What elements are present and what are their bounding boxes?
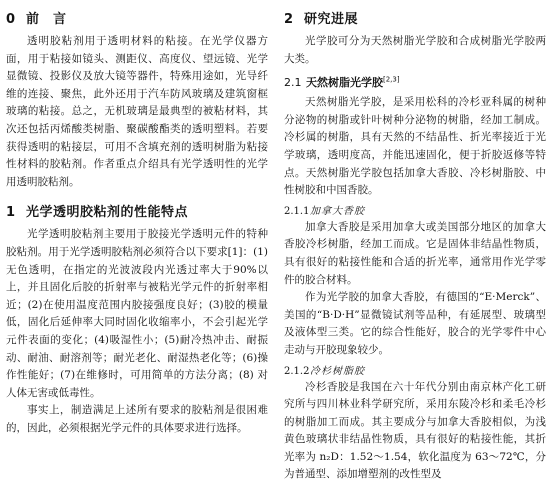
section-number: 2 — [284, 12, 304, 27]
canada-balsam-types-paragraph: 作为光学胶的加拿大香胶，有德国的“E·Merck”、美国的“B·D·H”显微镜试剂等品种，有延展型、玻璃型及液体型三类。它的综合性能好，胶合的光学零件中心走动与开胶现象较少。 — [284, 289, 546, 359]
subsection-heading-2-1-1 — [284, 202, 546, 217]
selection-paragraph: 事实上，制造满足上述所有要求的胶粘剂是很困难的，因此，必须根据光学元件的具体要求进行选择。 — [6, 402, 268, 437]
intro-paragraph: 透明胶粘剂用于透明材料的粘接。在光学仪器方面，用于粘接如镜头、测距仪、高度仪、望远镜、光学显微镜、投影仪及放大镜等器件，特殊用途如，光导纤维的连接、聚焦，此外还用于汽车防风玻璃及建筑窗框玻璃的粘接。总之，无机玻璃是最典型的被粘材料，其次还包括丙烯酸类树脂、聚碳酸酯类的透明塑料。若要获得透明的粘接层，可用不含填充剂的透明树脂为粘接性材料的胶粘剂。作者重点介绍具有光学透明性的光学用透明胶粘剂。 — [6, 33, 268, 191]
subsection-heading-2-1 — [284, 74, 546, 90]
subsection-number: 2.1.2 — [284, 366, 310, 377]
section-number: 1 — [6, 205, 26, 220]
section-heading-1 — [6, 201, 268, 220]
reference-marker: [2,3] — [383, 76, 400, 84]
left-column — [6, 6, 268, 437]
section-title: 光学透明胶粘剂的性能特点 — [26, 205, 188, 220]
subsection-title: 加拿大香胶 — [310, 206, 365, 217]
subsection-title: 冷杉树脂胶 — [310, 366, 365, 377]
subsection-number: 2.1.1 — [284, 206, 310, 217]
requirements-paragraph: 光学透明胶粘剂主要用于胶接光学透明元件的特种胶粘剂。用于光学透明胶粘剂必须符合以下要求[1]：(1)无色透明，在指定的光波波段内光透过率大于90%以上，并且固化后胶的折射率与被粘光学元件的折射率相近；(2)在使用温度范围内胶接强度良好；(3)胶的模量低，固化后延伸率大同时固化收缩率小，不会引起光学元件表面的变化；(4)吸湿性小；(5)耐冷热冲击、耐振动、耐油、耐溶剂等；耐光老化、耐湿热老化等；(6)操作性能好；(7)在维修时，可用简单的方法分离；(8) 对人体无害或低毒性。 — [6, 226, 268, 402]
subsection-heading-2-1-2 — [284, 362, 546, 377]
right-column — [284, 6, 546, 484]
section-title: 研究进展 — [304, 12, 358, 27]
subsection-title: 天然树脂光学胶 — [306, 76, 383, 89]
classification-paragraph: 光学胶可分为天然树脂光学胶和合成树脂光学胶两大类。 — [284, 33, 546, 68]
natural-resin-paragraph: 天然树脂光学胶，是采用松科的冷杉亚科属的树种分泌物的树脂或针叶树种分泌物的树脂，经加工制成。冷杉属的树脂，具有天然的不结晶性、折光率接近于光学玻璃，透明度高，并能迅速固化，便于折胶返修等特点。天然树脂光学胶包括加拿大香胶、冷杉树脂胶、中性树胶和中国香胶。 — [284, 94, 546, 200]
section-number: 0 — [6, 12, 26, 27]
subsection-number: 2.1 — [284, 76, 306, 89]
section-heading-2 — [284, 8, 546, 27]
canada-balsam-paragraph: 加拿大香胶是采用加拿大或美国部分地区的加拿大香胶冷杉树脂，经加工而成。它是固体非结晶性物质，具有很好的粘接性能和合适的折光率，通常用作光学零件的胶合材料。 — [284, 219, 546, 289]
section-title: 前 言 — [26, 12, 67, 27]
section-heading-0 — [6, 8, 268, 27]
fir-resin-paragraph: 冷杉香胶是我国在六十年代分别由南京林产化工研究所与四川林业科学研究所，采用东陵冷杉和柔毛冷杉的树脂加工而成。其主要成分与加拿大香胶相似，为浅黄色玻璃状非结晶性物质，具有很好的粘接性能，其折光率为 n₂D：1.52～1.54，软化温度为 63～72℃，分为普通型、添加增塑剂的改性型及 — [284, 379, 546, 484]
